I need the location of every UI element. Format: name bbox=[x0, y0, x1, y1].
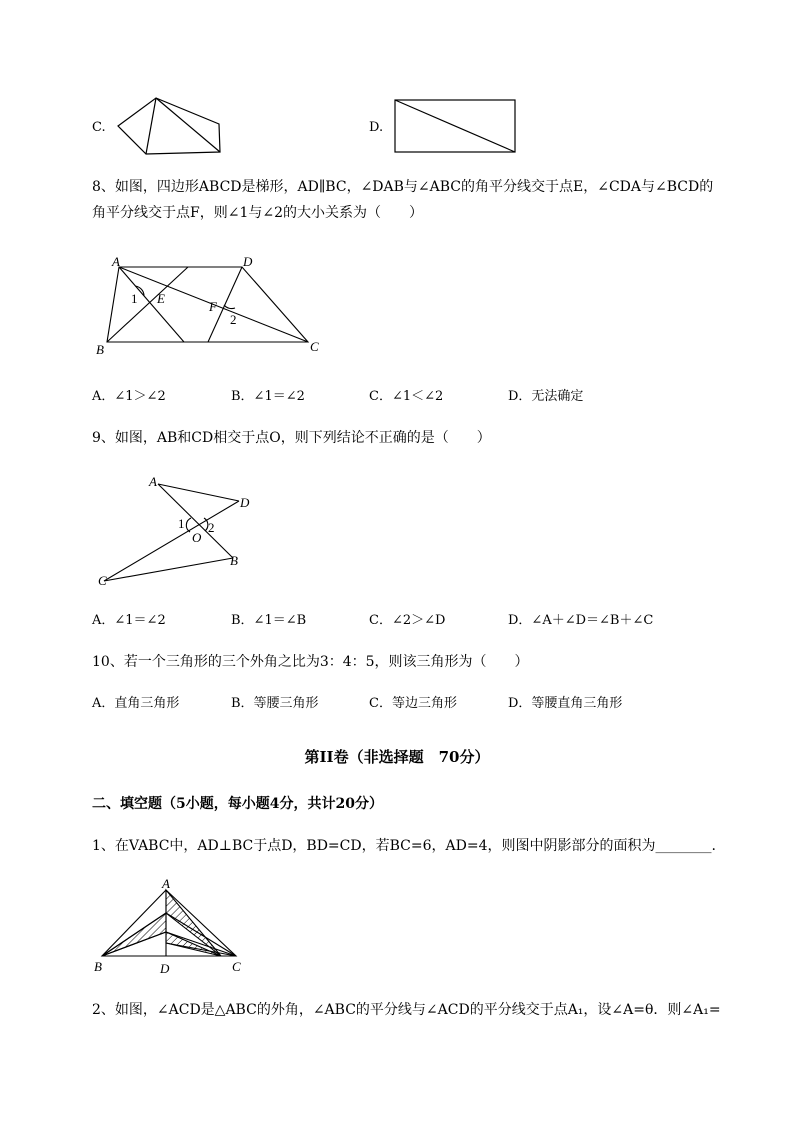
q8-label-f: F bbox=[209, 299, 217, 314]
q10-question-line1: 10、若一个三角形的三个外角之比为3：4：5，则该三角形为（ ） bbox=[92, 654, 529, 670]
fill1-label-d: D bbox=[160, 961, 170, 976]
q7-option-c-label: C. bbox=[92, 120, 106, 135]
q8-option-a: A．∠1＞∠2 bbox=[92, 389, 166, 404]
fill2-question-line1: 2、如图，∠ACD是△ABC的外角，∠ABC的平分线与∠ACD的平分线交于点A₁，设∠A=θ．则∠A₁= bbox=[92, 1002, 721, 1018]
q9-option-c: C．∠2＞∠D bbox=[369, 613, 446, 628]
fill1-label-b: B bbox=[94, 959, 102, 974]
q8-label-c: C bbox=[310, 339, 319, 354]
q9-option-b: B．∠1＝∠B bbox=[231, 613, 307, 628]
q9-question-line1: 9、如图，AB和CD相交于点O，则下列结论不正确的是（ ） bbox=[92, 430, 491, 446]
q9-option-d: D．∠A＋∠D＝∠B＋∠C bbox=[508, 613, 654, 628]
q8-option-b: B．∠1＝∠2 bbox=[231, 389, 305, 404]
q10-option-a: A．直角三角形 bbox=[92, 696, 180, 711]
q10-option-c: C．等边三角形 bbox=[369, 696, 457, 711]
q9-label-angle1: 1 bbox=[178, 516, 185, 531]
q9-label-c: C bbox=[98, 573, 107, 588]
q7-option-c-figure bbox=[112, 94, 227, 158]
q7-option-d-figure bbox=[392, 97, 518, 155]
q8-question-line2: 角平分线交于点F，则∠1与∠2的大小关系为（ ） bbox=[92, 205, 423, 221]
section2-heading: 二、填空题（5小题，每小题4分，共计20分） bbox=[92, 796, 383, 812]
q9-label-b: B bbox=[230, 553, 238, 568]
q8-label-b: B bbox=[96, 342, 104, 357]
q10-option-d: D．等腰直角三角形 bbox=[508, 696, 623, 711]
q8-label-a: A bbox=[112, 254, 120, 269]
q9-label-a: A bbox=[149, 474, 157, 489]
fill1-question-line1: 1、在VABC中，AD⊥BC于点D，BD=CD，若BC=6，AD=4，则图中阴影部分的面积为________. bbox=[92, 838, 716, 854]
fill1-shaded-triangle-figure bbox=[90, 876, 250, 978]
q8-label-angle2: 2 bbox=[230, 312, 237, 327]
q8-option-c: C．∠1＜∠2 bbox=[369, 389, 444, 404]
q8-question-line1: 8、如图，四边形ABCD是梯形，AD∥BC，∠DAB与∠ABC的角平分线交于点E，∠CDA与∠BCD的 bbox=[92, 179, 714, 195]
fill1-label-a: A bbox=[162, 876, 170, 891]
q10-option-b: B．等腰三角形 bbox=[231, 696, 319, 711]
q8-label-d: D bbox=[243, 254, 253, 269]
q9-label-angle2: 2 bbox=[208, 520, 215, 535]
q9-crossing-lines-figure bbox=[92, 470, 267, 590]
q9-option-a: A．∠1＝∠2 bbox=[92, 613, 166, 628]
q9-label-o: O bbox=[192, 530, 202, 545]
fill1-label-c: C bbox=[232, 959, 241, 974]
q8-label-e: E bbox=[157, 291, 165, 306]
q8-option-d: D．无法确定 bbox=[508, 389, 584, 404]
q8-trapezoid-figure bbox=[90, 250, 330, 360]
q7-option-d-label: D. bbox=[369, 120, 384, 135]
q8-label-angle1: 1 bbox=[131, 291, 138, 306]
part2-title: 第II卷（非选择题 70分） bbox=[304, 748, 490, 766]
q9-label-d: D bbox=[240, 495, 250, 510]
